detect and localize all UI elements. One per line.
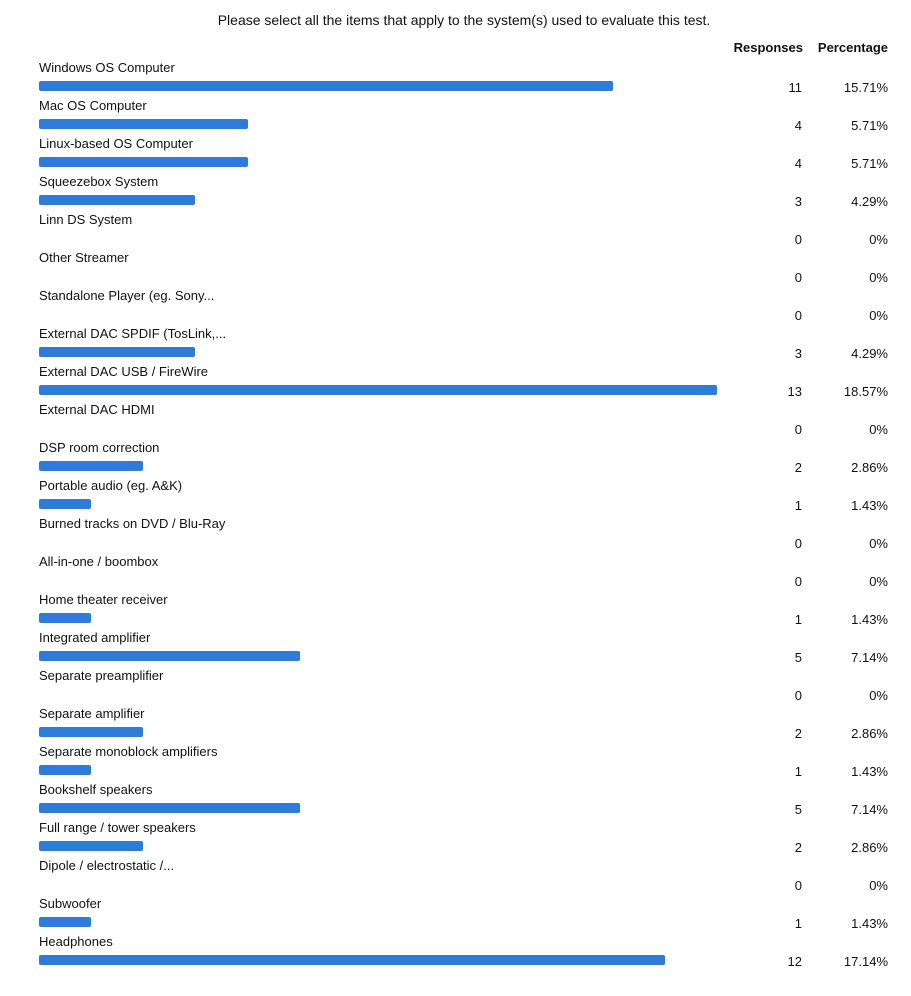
chart-row bbox=[0, 288, 911, 326]
response-count: 5 bbox=[794, 650, 802, 665]
bar bbox=[39, 119, 248, 129]
bar bbox=[39, 195, 195, 205]
chart-row bbox=[0, 744, 911, 782]
chart-row bbox=[0, 60, 911, 98]
response-count: 0 bbox=[794, 232, 802, 247]
response-count: 0 bbox=[794, 422, 802, 437]
category-label: DSP room correction bbox=[39, 440, 160, 455]
category-label: Portable audio (eg. A&K) bbox=[39, 478, 183, 493]
category-label: All-in-one / boombox bbox=[39, 554, 159, 569]
chart-row bbox=[0, 820, 911, 858]
response-count: 0 bbox=[794, 270, 802, 285]
response-count: 3 bbox=[794, 194, 802, 209]
chart-row bbox=[0, 212, 911, 250]
percentage-value: 0% bbox=[869, 308, 888, 323]
percentage-value: 15.71% bbox=[843, 80, 888, 95]
chart-row bbox=[0, 934, 911, 972]
chart-row bbox=[0, 592, 911, 630]
response-count: 0 bbox=[794, 574, 802, 589]
chart-row bbox=[0, 782, 911, 820]
response-count: 3 bbox=[794, 346, 802, 361]
bar bbox=[39, 803, 300, 813]
chart-row bbox=[0, 174, 911, 212]
response-count: 4 bbox=[794, 156, 802, 171]
response-count: 0 bbox=[794, 308, 802, 323]
percentage-value: 17.14% bbox=[843, 954, 888, 969]
bar bbox=[39, 841, 143, 851]
bar bbox=[39, 347, 195, 357]
response-count: 13 bbox=[787, 384, 802, 399]
category-label: Other Streamer bbox=[39, 250, 129, 265]
chart-row bbox=[0, 326, 911, 364]
percentage-value: 4.29% bbox=[851, 194, 888, 209]
category-label: Integrated amplifier bbox=[39, 630, 151, 645]
chart-row bbox=[0, 402, 911, 440]
category-label: Separate monoblock amplifiers bbox=[39, 744, 218, 759]
bar bbox=[39, 613, 91, 623]
category-label: Linn DS System bbox=[39, 212, 133, 227]
percentage-value: 2.86% bbox=[851, 460, 888, 475]
response-count: 1 bbox=[794, 498, 802, 513]
chart-row bbox=[0, 668, 911, 706]
percentage-value: 0% bbox=[869, 536, 888, 551]
category-label: Home theater receiver bbox=[39, 592, 168, 607]
chart-row bbox=[0, 440, 911, 478]
chart-row bbox=[0, 136, 911, 174]
percentage-value: 1.43% bbox=[851, 916, 888, 931]
response-count: 2 bbox=[794, 726, 802, 741]
response-count: 4 bbox=[794, 118, 802, 133]
percentage-value: 0% bbox=[869, 574, 888, 589]
chart-row bbox=[0, 554, 911, 592]
category-label: Linux-based OS Computer bbox=[39, 136, 193, 151]
percentage-value: 7.14% bbox=[851, 802, 888, 817]
chart-row bbox=[0, 706, 911, 744]
percentage-value: 0% bbox=[869, 270, 888, 285]
percentage-value: 1.43% bbox=[851, 498, 888, 513]
bar bbox=[39, 765, 91, 775]
category-label: External DAC SPDIF (TosLink,... bbox=[39, 326, 227, 341]
category-label: Squeezebox System bbox=[39, 174, 159, 189]
category-label: Full range / tower speakers bbox=[39, 820, 196, 835]
percentage-value: 5.71% bbox=[851, 156, 888, 171]
percentage-value: 2.86% bbox=[851, 726, 888, 741]
response-count: 1 bbox=[794, 612, 802, 627]
chart-row bbox=[0, 858, 911, 896]
category-label: Separate amplifier bbox=[39, 706, 145, 721]
percentage-value: 0% bbox=[869, 232, 888, 247]
percentage-value: 5.71% bbox=[851, 118, 888, 133]
chart-title: Please select all the items that apply to the system(s) used to evaluate this test. bbox=[217, 12, 711, 28]
category-label: External DAC HDMI bbox=[39, 402, 155, 417]
bar bbox=[39, 499, 91, 509]
response-count: 11 bbox=[788, 80, 802, 95]
category-label: Headphones bbox=[39, 934, 113, 949]
percentage-value: 18.57% bbox=[843, 384, 888, 399]
response-count: 0 bbox=[794, 688, 802, 703]
category-label: External DAC USB / FireWire bbox=[39, 364, 209, 379]
responses-column-header: Responses bbox=[733, 40, 803, 55]
bar bbox=[39, 385, 717, 395]
percentage-value: 0% bbox=[869, 688, 888, 703]
category-label: Bookshelf speakers bbox=[39, 782, 153, 797]
percentage-value: 0% bbox=[869, 422, 888, 437]
percentage-value: 1.43% bbox=[851, 612, 888, 627]
percentage-value: 7.14% bbox=[851, 650, 888, 665]
category-label: Dipole / electrostatic /... bbox=[39, 858, 175, 873]
chart-row bbox=[0, 630, 911, 668]
category-label: Separate preamplifier bbox=[39, 668, 164, 683]
response-count: 12 bbox=[787, 954, 802, 969]
bar bbox=[39, 81, 613, 91]
bar bbox=[39, 727, 143, 737]
category-label: Windows OS Computer bbox=[39, 60, 175, 75]
percentage-value: 2.86% bbox=[851, 840, 888, 855]
chart-row bbox=[0, 364, 911, 402]
response-count: 5 bbox=[794, 802, 802, 817]
response-count: 2 bbox=[794, 460, 802, 475]
bar bbox=[39, 461, 143, 471]
bar bbox=[39, 157, 248, 167]
response-count: 0 bbox=[794, 878, 802, 893]
category-label: Standalone Player (eg. Sony... bbox=[39, 288, 215, 303]
chart-row bbox=[0, 896, 911, 934]
response-count: 2 bbox=[794, 840, 802, 855]
percentage-value: 1.43% bbox=[851, 764, 888, 779]
category-label: Burned tracks on DVD / Blu-Ray bbox=[39, 516, 226, 531]
response-count: 1 bbox=[794, 764, 802, 779]
bar bbox=[39, 917, 91, 927]
category-label: Mac OS Computer bbox=[39, 98, 147, 113]
chart-row bbox=[0, 250, 911, 288]
percentage-value: 0% bbox=[869, 878, 888, 893]
category-label: Subwoofer bbox=[39, 896, 102, 911]
percentage-column-header: Percentage bbox=[817, 40, 888, 55]
chart-row bbox=[0, 478, 911, 516]
bar bbox=[39, 651, 300, 661]
percentage-value: 4.29% bbox=[851, 346, 888, 361]
chart-row bbox=[0, 98, 911, 136]
response-count: 0 bbox=[794, 536, 802, 551]
response-count: 1 bbox=[794, 916, 802, 931]
chart-row bbox=[0, 516, 911, 554]
bar bbox=[39, 955, 665, 965]
